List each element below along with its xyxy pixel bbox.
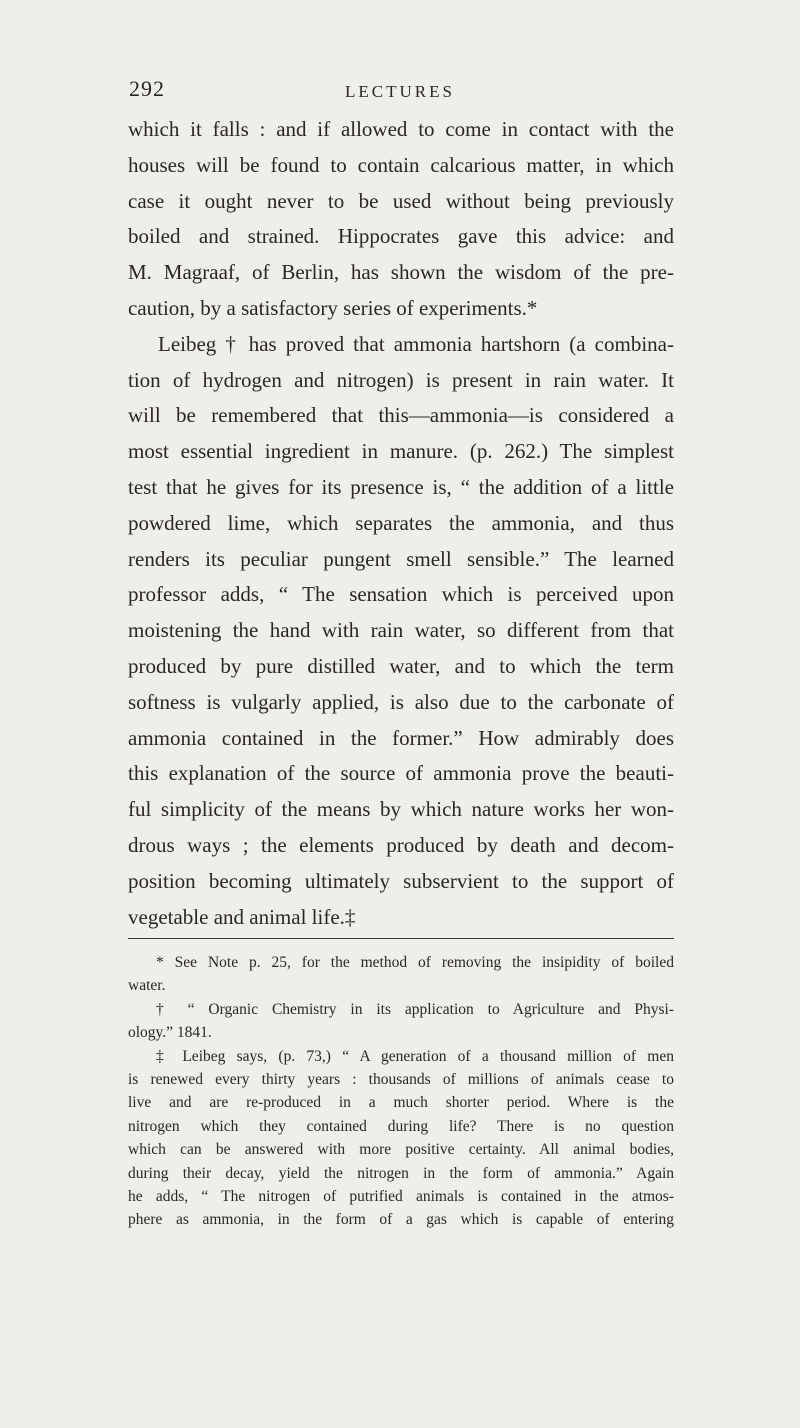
footnote-line: nitrogen which they contained during life? There is no question [128,1117,674,1135]
body-line: produced by pure distilled water, and to which the term [128,653,674,678]
footnote-line: he adds, “ The nitrogen of putrified animals is contained in the atmos- [128,1187,674,1205]
body-line: vegetable and animal life.‡ [128,904,356,929]
body-line: professor adds, “ The sensation which is perceived upon [128,582,674,607]
body-line: M. Magraaf, of Berlin, has shown the wisdom of the pre- [128,260,674,285]
body-line: houses will be found to contain calcarious matter, in which [128,152,674,177]
body-line: tion of hydrogen and nitrogen) is present in rain water. It [128,367,674,392]
body-line: drous ways ; the elements produced by death and decom- [128,832,674,857]
footnotes [128,951,674,1232]
body-line: ammonia contained in the former.” How admirably does [128,725,674,750]
body-line: Leibeg † has proved that ammonia hartshorn (a combina- [158,331,674,356]
body-text [128,112,674,935]
footnote-line: ology.” 1841. [128,1024,212,1042]
body-line: which it falls : and if allowed to come in contact with the [128,117,674,141]
footnote-line: during their decay, yield the nitrogen in the form of ammonia.” Again [128,1164,674,1182]
body-line: softness is vulgarly applied, is also due to the carbonate of [128,689,674,714]
footnote-line: phere as ammonia, in the form of a gas which is capable of entering [128,1211,674,1229]
body-line: boiled and strained. Hippocrates gave this advice: and [128,224,674,249]
body-line: position becoming ultimately subservient to the support of [128,868,674,893]
body-line: caution, by a satisfactory series of experiments.* [128,295,538,320]
footnote-line: ‡ Leibeg says, (p. 73,) “ A generation of a thousand million of men [156,1047,674,1065]
footnote-line: water. [128,977,166,995]
footnote-line: is renewed every thirty years : thousands of millions of animals cease to [128,1070,674,1088]
body-line: this explanation of the source of ammonia prove the beauti- [128,761,674,786]
footnote-line: which can be answered with more positive certainty. All animal bodies, [128,1141,674,1159]
body-line: moistening the hand with rain water, so different from that [128,618,674,643]
body-line: will be remembered that this—ammonia—is considered a [128,403,674,428]
footnote-divider [128,938,674,939]
page-number: 292 [129,76,165,101]
body-line: powdered lime, which separates the ammonia, and thus [128,510,674,535]
footnote-line: * See Note p. 25, for the method of removing the insipidity of boiled [156,954,674,971]
running-head: LECTURES [345,82,455,101]
body-line: ful simplicity of the means by which nature works her won- [128,797,674,822]
footnote-line: live and are re-produced in a much shorter period. Where is the [128,1094,674,1112]
body-line: renders its peculiar pungent smell sensible.” The learned [128,546,674,571]
footnote-line: † “ Organic Chemistry in its application to Agriculture and Physi- [156,1000,674,1018]
body-line: most essential ingredient in manure. (p. 262.) The simplest [128,439,674,464]
body-line: case it ought never to be used without being previously [128,188,674,213]
body-line: test that he gives for its presence is, “ the addition of a little [128,474,674,499]
